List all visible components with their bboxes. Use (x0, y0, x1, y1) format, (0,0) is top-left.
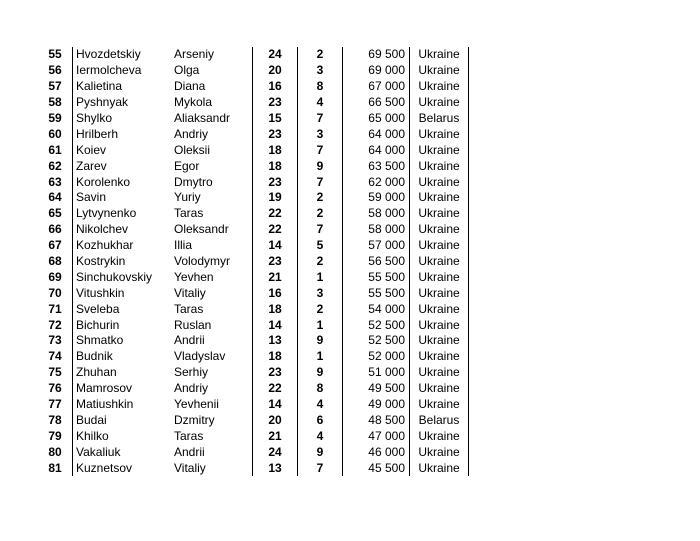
country-name: Ukraine (410, 222, 469, 238)
first-name: Vitaliy (174, 285, 206, 300)
row-number: 63 (48, 174, 62, 189)
row-number: 56 (48, 63, 62, 78)
last-name: Vitushkin (73, 285, 172, 301)
first-name: Taras (174, 428, 204, 443)
table-row (40, 254, 469, 270)
country-name: Ukraine (410, 63, 469, 79)
country-name: Ukraine (410, 190, 469, 206)
table-row (40, 79, 469, 95)
first-name: Diana (174, 79, 206, 94)
country-name: Ukraine (410, 79, 469, 95)
country-name: Ukraine (410, 460, 469, 476)
first-name: Andrii (174, 333, 205, 348)
price-value: 69 500 (343, 47, 410, 63)
country-name: Ukraine (410, 349, 469, 365)
first-name: Oleksandr (174, 222, 229, 237)
age-value: 18 (253, 142, 298, 158)
last-name: Nikolchev (73, 222, 172, 238)
last-name: Shylko (73, 111, 172, 127)
price-value: 47 000 (343, 428, 410, 444)
price-value: 55 500 (343, 269, 410, 285)
price-value: 52 000 (343, 349, 410, 365)
country-name: Ukraine (410, 47, 469, 63)
price-value: 67 000 (343, 79, 410, 95)
first-name: Andriy (174, 381, 209, 396)
age-value: 22 (253, 222, 298, 238)
price-value: 45 500 (343, 460, 410, 476)
first-name: Yevhen (174, 269, 214, 284)
first-name: Olga (174, 63, 200, 78)
first-name: Taras (174, 301, 204, 316)
table-row (40, 142, 469, 158)
age-value: 23 (253, 365, 298, 381)
country-name: Ukraine (410, 238, 469, 254)
table-row (40, 190, 469, 206)
table-row (40, 381, 469, 397)
experience-value: 7 (298, 142, 343, 158)
table-row (40, 428, 469, 444)
age-value: 14 (253, 238, 298, 254)
age-value: 23 (253, 254, 298, 270)
row-number: 59 (48, 111, 62, 125)
country-name: Ukraine (410, 397, 469, 413)
first-name: Taras (174, 206, 204, 221)
last-name: Vakaliuk (73, 444, 172, 460)
country-name: Ukraine (410, 301, 469, 317)
age-value: 21 (253, 269, 298, 285)
price-value: 54 000 (343, 301, 410, 317)
row-number: 65 (48, 206, 62, 221)
row-number: 76 (48, 381, 62, 396)
last-name: Budai (73, 412, 172, 428)
experience-value: 9 (298, 158, 343, 174)
country-name: Ukraine (410, 428, 469, 444)
row-number: 73 (48, 333, 62, 348)
table-body (40, 47, 469, 476)
first-name: Ruslan (174, 317, 212, 332)
table-row (40, 126, 469, 142)
last-name: Sinchukovskiy (73, 269, 172, 285)
price-value: 55 500 (343, 285, 410, 301)
age-value: 20 (253, 63, 298, 79)
country-name: Ukraine (410, 206, 469, 222)
row-number: 70 (48, 285, 62, 300)
first-name: Egor (174, 158, 200, 173)
experience-value: 4 (298, 95, 343, 111)
first-name: Oleksii (174, 142, 211, 157)
country-name: Ukraine (410, 285, 469, 301)
last-name: Kozhukhar (73, 238, 172, 254)
table-row (40, 95, 469, 111)
experience-value: 1 (298, 317, 343, 333)
price-value: 62 000 (343, 174, 410, 190)
experience-value: 1 (298, 269, 343, 285)
experience-value: 6 (298, 412, 343, 428)
row-number: 68 (48, 254, 62, 269)
last-name: Hvozdetskiy (73, 47, 172, 63)
price-value: 46 000 (343, 444, 410, 460)
row-number: 57 (48, 79, 62, 94)
first-name: Andrii (174, 444, 205, 459)
first-name: Illia (174, 238, 193, 253)
ranking-sheet (40, 47, 469, 476)
row-number: 74 (48, 349, 62, 364)
first-name: Andriy (174, 126, 209, 141)
table-row (40, 333, 469, 349)
age-value: 15 (253, 111, 298, 127)
table-row (40, 206, 469, 222)
table-row (40, 63, 469, 79)
price-value: 49 000 (343, 397, 410, 413)
last-name: Korolenko (73, 174, 172, 190)
age-value: 22 (253, 381, 298, 397)
price-value: 56 500 (343, 254, 410, 270)
age-value: 23 (253, 126, 298, 142)
first-name: Serhiy (174, 365, 209, 380)
country-name: Ukraine (410, 365, 469, 381)
table-row (40, 460, 469, 476)
age-value: 16 (253, 79, 298, 95)
experience-value: 7 (298, 460, 343, 476)
row-number: 79 (48, 428, 62, 443)
price-value: 69 000 (343, 63, 410, 79)
experience-value: 4 (298, 397, 343, 413)
age-value: 13 (253, 333, 298, 349)
age-value: 24 (253, 444, 298, 460)
last-name: Budnik (73, 349, 172, 365)
age-value: 19 (253, 190, 298, 206)
last-name: Zarev (73, 158, 172, 174)
age-value: 23 (253, 174, 298, 190)
table-row (40, 222, 469, 238)
first-name: Vitaliy (174, 460, 206, 475)
experience-value: 2 (298, 206, 343, 222)
country-name: Ukraine (410, 444, 469, 460)
price-value: 49 500 (343, 381, 410, 397)
first-name: Arseniy (174, 47, 215, 62)
first-name: Mykola (174, 95, 213, 110)
experience-value: 9 (298, 333, 343, 349)
table-row (40, 397, 469, 413)
table-row (40, 365, 469, 381)
last-name: Koiev (73, 142, 172, 158)
row-number: 77 (48, 397, 62, 412)
row-number: 67 (48, 238, 62, 253)
experience-value: 2 (298, 254, 343, 270)
table-row (40, 444, 469, 460)
country-name: Ukraine (410, 254, 469, 270)
experience-value: 1 (298, 349, 343, 365)
price-value: 63 500 (343, 158, 410, 174)
price-value: 58 000 (343, 222, 410, 238)
experience-value: 2 (298, 190, 343, 206)
price-value: 64 000 (343, 142, 410, 158)
experience-value: 3 (298, 126, 343, 142)
last-name: Kostrykin (73, 254, 172, 270)
country-name: Ukraine (410, 174, 469, 190)
table-row (40, 111, 469, 127)
last-name: Iermolcheva (73, 63, 172, 79)
price-value: 52 500 (343, 317, 410, 333)
first-name: Volodymyr (174, 254, 231, 269)
table-row (40, 158, 469, 174)
price-value: 57 000 (343, 238, 410, 254)
country-name: Ukraine (410, 317, 469, 333)
last-name: Shmatko (73, 333, 172, 349)
table-row (40, 317, 469, 333)
experience-value: 2 (298, 301, 343, 317)
country-name: Ukraine (410, 95, 469, 111)
row-number: 55 (48, 47, 62, 62)
row-number: 60 (48, 126, 62, 141)
last-name: Bichurin (73, 317, 172, 333)
row-number: 78 (48, 412, 62, 427)
experience-value: 5 (298, 238, 343, 254)
last-name: Sveleba (73, 301, 172, 317)
age-value: 18 (253, 158, 298, 174)
price-value: 51 000 (343, 365, 410, 381)
row-number: 81 (48, 460, 62, 475)
country-name: Ukraine (410, 158, 469, 174)
price-value: 66 500 (343, 95, 410, 111)
country-name: Belarus (410, 111, 469, 127)
first-name: Dmytro (174, 174, 213, 189)
experience-value: 8 (298, 79, 343, 95)
experience-value: 7 (298, 222, 343, 238)
last-name: Khilko (73, 428, 172, 444)
age-value: 20 (253, 412, 298, 428)
row-number: 62 (48, 158, 62, 173)
country-name: Ukraine (410, 142, 469, 158)
price-value: 58 000 (343, 206, 410, 222)
price-value: 48 500 (343, 412, 410, 428)
age-value: 16 (253, 285, 298, 301)
experience-value: 9 (298, 444, 343, 460)
age-value: 14 (253, 317, 298, 333)
age-value: 24 (253, 47, 298, 63)
row-number: 66 (48, 222, 62, 237)
country-name: Belarus (410, 412, 469, 428)
age-value: 23 (253, 95, 298, 111)
last-name: Savin (73, 190, 172, 206)
age-value: 13 (253, 460, 298, 476)
last-name: Pyshnyak (73, 95, 172, 111)
last-name: Hrilberh (73, 126, 172, 142)
row-number: 61 (48, 142, 62, 157)
country-name: Ukraine (410, 381, 469, 397)
row-number: 58 (48, 95, 62, 110)
age-value: 14 (253, 397, 298, 413)
row-number: 69 (48, 269, 62, 284)
table-row (40, 174, 469, 190)
table-row (40, 285, 469, 301)
first-name: Yevhenii (174, 397, 219, 412)
experience-value: 3 (298, 63, 343, 79)
table-row (40, 269, 469, 285)
last-name: Kalietina (73, 79, 172, 95)
country-name: Ukraine (410, 269, 469, 285)
price-value: 65 000 (343, 111, 410, 127)
age-value: 18 (253, 301, 298, 317)
row-number: 71 (48, 301, 62, 316)
first-name: Yuriy (174, 190, 201, 205)
row-number: 72 (48, 317, 62, 332)
ranking-table (40, 47, 469, 476)
experience-value: 8 (298, 381, 343, 397)
last-name: Kuznetsov (73, 460, 172, 476)
first-name: Vladyslav (174, 349, 226, 364)
price-value: 59 000 (343, 190, 410, 206)
experience-value: 7 (298, 174, 343, 190)
last-name: Zhuhan (73, 365, 172, 381)
country-name: Ukraine (410, 126, 469, 142)
price-value: 52 500 (343, 333, 410, 349)
row-number: 80 (48, 444, 62, 459)
table-row (40, 301, 469, 317)
table-row (40, 238, 469, 254)
age-value: 22 (253, 206, 298, 222)
table-row (40, 349, 469, 365)
table-row (40, 412, 469, 428)
price-value: 64 000 (343, 126, 410, 142)
age-value: 18 (253, 349, 298, 365)
experience-value: 3 (298, 285, 343, 301)
experience-value: 9 (298, 365, 343, 381)
last-name: Mamrosov (73, 381, 172, 397)
country-name: Ukraine (410, 333, 469, 349)
age-value: 21 (253, 428, 298, 444)
experience-value: 7 (298, 111, 343, 127)
last-name: Lytvynenko (73, 206, 172, 222)
experience-value: 4 (298, 428, 343, 444)
last-name: Matiushkin (73, 397, 172, 413)
table-row (40, 47, 469, 63)
first-name: Dzmitry (174, 412, 215, 427)
row-number: 64 (48, 190, 62, 205)
experience-value: 2 (298, 47, 343, 63)
row-number: 75 (48, 365, 62, 380)
first-name: Aliaksandr (174, 111, 231, 125)
